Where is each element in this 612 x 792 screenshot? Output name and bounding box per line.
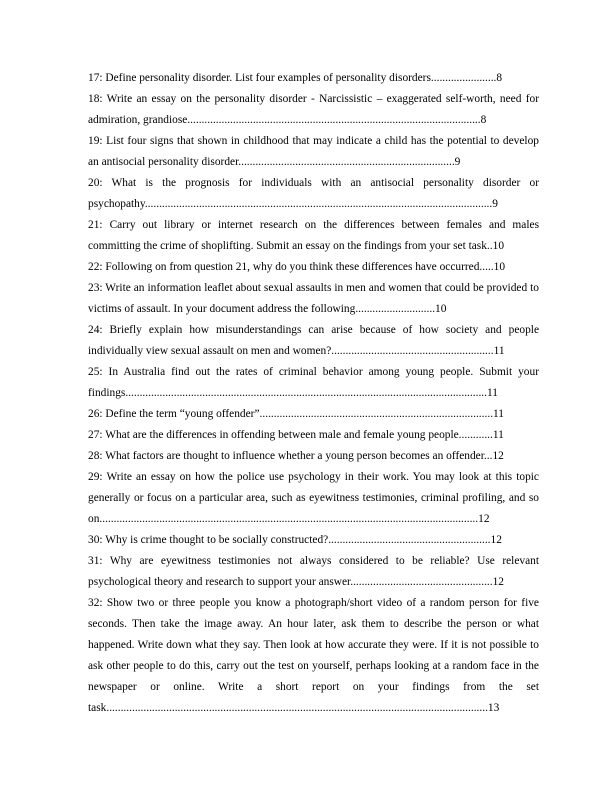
toc-entry-22[interactable]: 22: Following on from question 21, why do you think these differences have occurred.....10: [88, 261, 506, 273]
toc-entry-24[interactable]: 24: Briefly explain how misunderstandings can arise because of how society and people individually view sexual assault on men and women?.........................................................11: [88, 324, 542, 357]
toc-entry-31[interactable]: 31: Why are eyewitness testimonies not always considered to be reliable? Use relevant psychological theory and research to support your answer..................................................12: [88, 555, 542, 588]
toc-entry-32[interactable]: 32: Show two or three people you know a photograph/short video of a random person for five seconds. Then take the image away. An hour later, ask them to describe the person or what happened. Write down what they say. Then look at how accurate they were. If it is not possible to ask other people to do this, carry out the test on yourself, perhaps looking at a random face in the newspaper or online. Write a short report on your findings from the set task......................................................................................................................................13: [88, 597, 542, 714]
toc-entry-18[interactable]: 18: Write an essay on the personality disorder - Narcissistic – exaggerated self-worth, need for admiration, grandiose.......................................................................................................8: [88, 93, 542, 126]
table-of-contents: [88, 68, 542, 719]
toc-entry-27[interactable]: 27: What are the differences in offending between male and female young people............11: [88, 429, 504, 441]
toc-entry-17[interactable]: 17: Define personality disorder. List four examples of personality disorders.......................8: [88, 72, 503, 84]
toc-entry-21[interactable]: 21: Carry out library or internet research on the differences between females and males committing the crime of shoplifting. Submit an essay on the findings from your set task..10: [88, 219, 542, 252]
toc-entry-29[interactable]: 29: Write an essay on how the police use psychology in their work. You may look at this topic generally or focus on a particular area, such as eyewitness testimonies, criminal profiling, and so on.....................................................................................................................................12: [88, 471, 542, 525]
toc-entry-25[interactable]: 25: In Australia find out the rates of criminal behavior among young people. Submit your findings...............................................................................................................................11: [88, 366, 542, 399]
toc-entry-26[interactable]: 26: Define the term “young offender”..................................................................................11: [88, 408, 505, 420]
toc-entry-28[interactable]: 28: What factors are thought to influence whether a young person becomes an offender...12: [88, 450, 504, 462]
toc-entry-23[interactable]: 23: Write an information leaflet about sexual assaults in men and women that could be provided to victims of assault. In your document address the following............................10: [88, 282, 542, 315]
toc-entry-19[interactable]: 19: List four signs that shown in childhood that may indicate a child has the potential to develop an antisocial personality disorder............................................................................9: [88, 135, 542, 168]
toc-entry-30[interactable]: 30: Why is crime thought to be socially constructed?.........................................................12: [88, 534, 502, 546]
toc-entry-20[interactable]: 20: What is the prognosis for individuals with an antisocial personality disorder or psychopathy..........................................................................................................................9: [88, 177, 542, 210]
